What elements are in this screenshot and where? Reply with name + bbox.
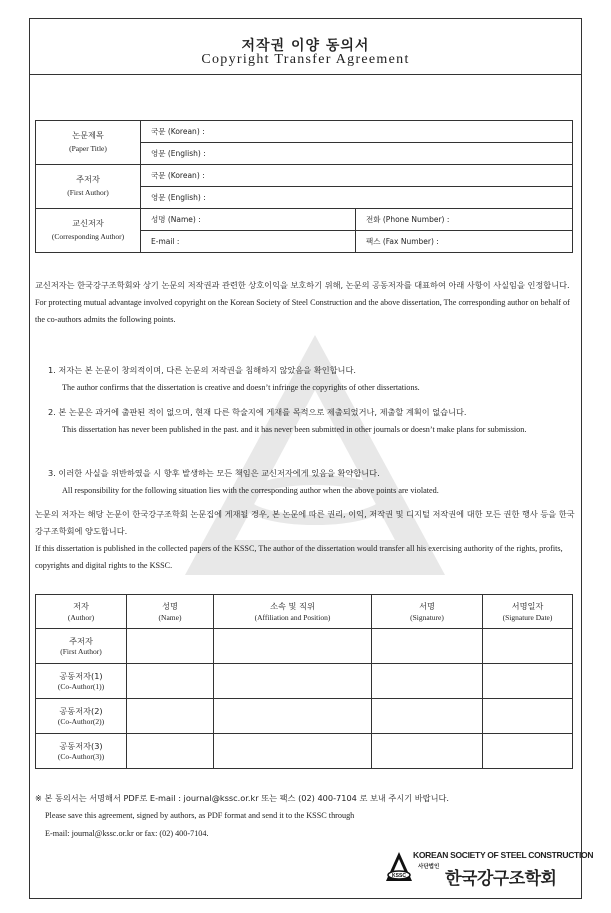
header-signature-date: 서명일자 (Signature Date): [483, 595, 573, 629]
logo-korean-name: 한국강구조학회: [445, 869, 557, 889]
kssc-mark-icon: [385, 850, 413, 884]
logo-small-text: 사단법인: [418, 864, 440, 870]
signature-cell[interactable]: [372, 629, 483, 664]
first-author-korean-field[interactable]: 국문 (Korean) :: [141, 165, 573, 187]
footer-note-english-2: E-mail: journal@kssc.or.kr or fax: (02) 400-7104.: [45, 829, 209, 838]
svg-text:KSSC: KSSC: [392, 873, 406, 879]
first-author-english-field[interactable]: 영문 (English) :: [141, 187, 573, 209]
table-row: [36, 734, 573, 769]
paper-title-english-field[interactable]: 영문 (English) :: [141, 143, 573, 165]
transfer-english: If this dissertation is published in the collected papers of the KSSC, The author of the dissertation would transfer all his exercising authority of the rights, profits, copyrights and digital rights to the KSSC.: [35, 544, 563, 570]
list-item: 1. 저자는 본 논문이 창의적이며, 다른 논문의 저작권을 침해하지 않았음을 확인합니다. The author confirms that the dissertation is creative and doesn’t infringe the copyrights of other dissertations.: [48, 365, 420, 392]
affiliation-cell[interactable]: [214, 699, 372, 734]
signature-cell[interactable]: [372, 734, 483, 769]
fax-field[interactable]: 팩스 (Fax Number) :: [356, 231, 573, 253]
date-cell[interactable]: [483, 664, 573, 699]
title-english: Copyright Transfer Agreement: [201, 52, 410, 67]
signature-cell[interactable]: [372, 664, 483, 699]
name-cell[interactable]: [127, 629, 214, 664]
date-cell[interactable]: [483, 699, 573, 734]
affiliation-cell[interactable]: [214, 734, 372, 769]
row-label: 주저자 (First Author): [36, 629, 127, 664]
email-field[interactable]: E-mail :: [141, 231, 356, 253]
intro-paragraph: [35, 277, 575, 328]
date-cell[interactable]: [483, 734, 573, 769]
paper-title-label: 논문제목 (Paper Title): [36, 121, 141, 165]
list-item: 3. 이러한 사실을 위반하였을 시 향후 발생하는 모든 책임은 교신저자에게 있음을 확약합니다. All responsibility for the following situation lies with the corresponding author when the above points are violated.: [48, 468, 439, 495]
footer-note-english-1: Please save this agreement, signed by authors, as PDF format and send it to the KSSC through: [45, 811, 355, 820]
table-row: [36, 664, 573, 699]
table-row: [36, 699, 573, 734]
transfer-korean: 논문의 저자는 해당 논문이 한국강구조학회 논문집에 게재될 경우, 본 논문에 따른 권리, 이익, 저작권 및 디지털 저작권에 대한 모든 권한 행사 등을 한국강구조학회에 양도합니다.: [35, 509, 575, 536]
header-affiliation: 소속 및 직위 (Affiliation and Position): [214, 595, 372, 629]
header-author: 저자 (Author): [36, 595, 127, 629]
row-label: 공동저자(3) (Co-Author(3)): [36, 734, 127, 769]
date-cell[interactable]: [483, 629, 573, 664]
corresponding-author-label: 교신저자 (Corresponding Author): [36, 209, 141, 253]
affiliation-cell[interactable]: [214, 664, 372, 699]
paper-info-table: [35, 120, 573, 253]
first-author-label: 주저자 (First Author): [36, 165, 141, 209]
title-korean: 저작권 이양 동의서: [241, 38, 370, 54]
logo-english-name: KOREAN SOCIETY OF STEEL CONSTRUCTION: [413, 850, 594, 860]
paper-title-korean-field[interactable]: 국문 (Korean) :: [141, 121, 573, 143]
phone-field[interactable]: 전화 (Phone Number) :: [356, 209, 573, 231]
intro-korean: 교신저자는 한국강구조학회와 상기 논문의 저작권과 관련한 상호이익을 보호하기 위해, 논문의 공동저자를 대표하여 아래 사항이 사실임을 인정합니다.: [35, 280, 570, 290]
name-field[interactable]: 성명 (Name) :: [141, 209, 356, 231]
name-cell[interactable]: [127, 664, 214, 699]
transfer-paragraph: [35, 506, 575, 574]
footer-note-korean: ※ 본 동의서는 서명해서 PDF로 E-mail : journal@kssc.or.kr 또는 팩스 (02) 400-7104 로 보내 주시기 바랍니다.: [35, 793, 449, 803]
header-signature: 서명 (Signature): [372, 595, 483, 629]
intro-english: For protecting mutual advantage involved copyright on the Korean Society of Steel Construction and the above dissertation, The corresponding author on behalf of the co-authors admits the following points.: [35, 298, 570, 324]
row-label: 공동저자(2) (Co-Author(2)): [36, 699, 127, 734]
table-row: [36, 629, 573, 664]
list-item: 2. 본 논문은 과거에 출판된 적이 없으며, 현재 다른 학술지에 게재를 목적으로 제출되었거나, 제출할 계획이 없습니다. This dissertation has never been published in the past. and it has never been submitted in other journals or doesn’t make plans for submission.: [48, 407, 527, 434]
header-name: 성명 (Name): [127, 595, 214, 629]
signature-cell[interactable]: [372, 699, 483, 734]
affiliation-cell[interactable]: [214, 629, 372, 664]
name-cell[interactable]: [127, 699, 214, 734]
signature-table: [35, 594, 573, 769]
footer-note: [35, 789, 449, 843]
title-divider: [29, 74, 582, 75]
name-cell[interactable]: [127, 734, 214, 769]
row-label: 공동저자(1) (Co-Author(1)): [36, 664, 127, 699]
